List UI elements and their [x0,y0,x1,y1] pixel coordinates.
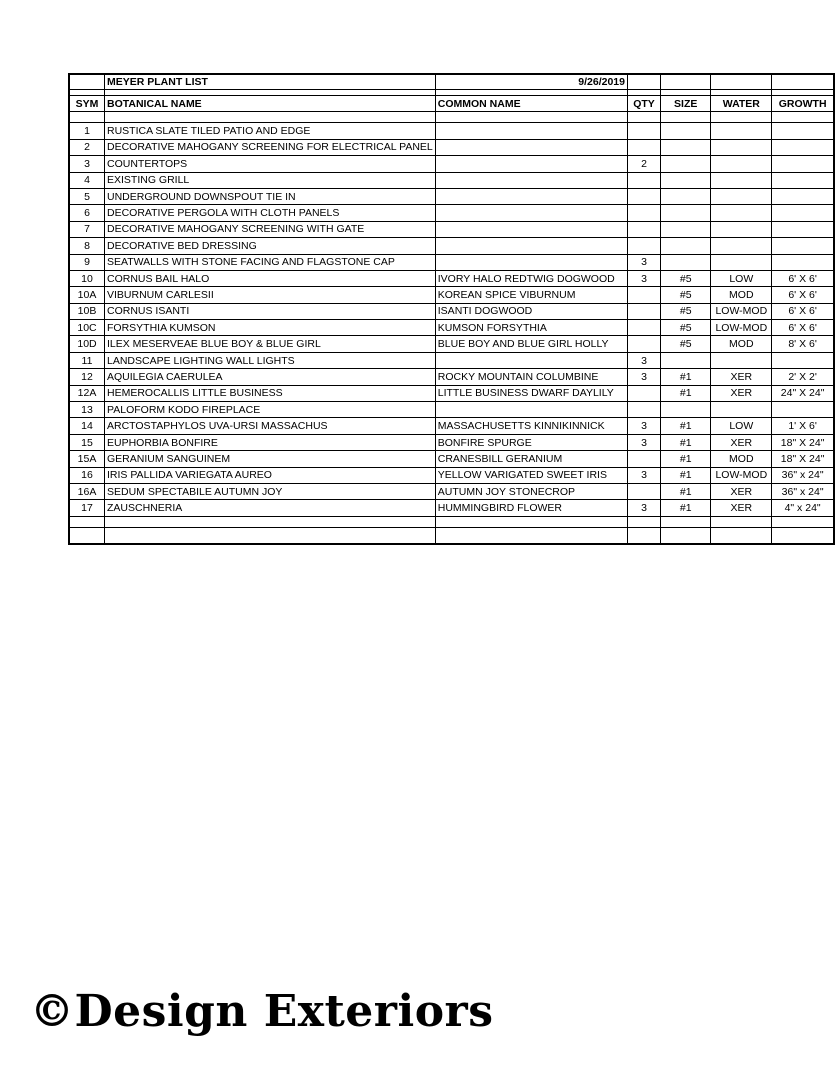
table-row [69,221,834,237]
cell-common [435,188,627,204]
cell-growth: 4" x 24" [772,500,834,516]
header-sym: SYM [69,96,105,112]
cell-water [711,238,772,254]
cell-sym: 3 [69,156,105,172]
title-row [69,74,834,90]
cell-botanical: EUPHORBIA BONFIRE [105,434,436,450]
cell-qty: 3 [627,369,660,385]
cell-botanical: ARCTOSTAPHYLOS UVA-URSI MASSACHUS [105,418,436,434]
cell-sym: 13 [69,402,105,418]
cell-qty: 3 [627,270,660,286]
cell-sym: 15 [69,434,105,450]
table-row [69,320,834,336]
cell-sym: 17 [69,500,105,516]
cell-botanical: ZAUSCHNERIA [105,500,436,516]
cell-size [661,156,711,172]
cell-growth [772,188,834,204]
cell-sym: 10A [69,287,105,303]
cell-size [661,172,711,188]
cell-water [711,402,772,418]
cell-water: MOD [711,287,772,303]
cell-sym: 10C [69,320,105,336]
cell-qty: 3 [627,434,660,450]
cell-size [661,238,711,254]
cell-qty: 3 [627,254,660,270]
cell-common [435,123,627,139]
cell-sym: 5 [69,188,105,204]
cell-water [711,254,772,270]
cell-common: BLUE BOY AND BLUE GIRL HOLLY [435,336,627,352]
cell-common [435,221,627,237]
header-growth: GROWTH [772,96,834,112]
copyright-brand: ©Design Exteriors [30,986,494,1037]
cell-size [661,254,711,270]
table-row [69,500,834,516]
cell-water [711,221,772,237]
cell-water: LOW [711,418,772,434]
cell-size [661,123,711,139]
table-row [69,402,834,418]
cell-qty: 2 [627,156,660,172]
cell-sym: 7 [69,221,105,237]
cell-common [435,402,627,418]
table-row [69,303,834,319]
cell-water: LOW [711,270,772,286]
table-row [69,205,834,221]
cell-water: XER [711,385,772,401]
table-row [69,418,834,434]
cell-growth [772,352,834,368]
cell-water: XER [711,434,772,450]
cell-common: YELLOW VARIGATED SWEET IRIS [435,467,627,483]
cell-qty [627,123,660,139]
empty-row [69,527,834,544]
cell-growth [772,156,834,172]
cell-botanical: COUNTERTOPS [105,156,436,172]
cell-size: #1 [661,434,711,450]
cell-qty: 3 [627,500,660,516]
cell-common [435,172,627,188]
cell-qty [627,483,660,499]
cell-botanical: DECORATIVE MAHOGANY SCREENING FOR ELECTRICAL PANEL [105,139,436,155]
cell-botanical: SEDUM SPECTABILE AUTUMN JOY [105,483,436,499]
cell-growth: 6' X 6' [772,270,834,286]
cell-size: #1 [661,500,711,516]
cell-qty [627,451,660,467]
cell-size: #1 [661,451,711,467]
cell-sym: 1 [69,123,105,139]
cell-botanical: DECORATIVE PERGOLA WITH CLOTH PANELS [105,205,436,221]
cell-sym: 11 [69,352,105,368]
cell-water [711,205,772,221]
cell-qty: 3 [627,418,660,434]
cell-size: #1 [661,467,711,483]
cell-botanical: LANDSCAPE LIGHTING WALL LIGHTS [105,352,436,368]
cell-growth [772,254,834,270]
spacer-row [69,112,834,123]
cell-common: HUMMINGBIRD FLOWER [435,500,627,516]
cell-botanical: VIBURNUM CARLESII [105,287,436,303]
cell-sym: 9 [69,254,105,270]
cell-growth: 1' X 6' [772,418,834,434]
cell-qty [627,139,660,155]
sheet-title: MEYER PLANT LIST [105,74,436,90]
table-row [69,123,834,139]
cell-common: BONFIRE SPURGE [435,434,627,450]
cell-size: #5 [661,320,711,336]
cell-size: #5 [661,303,711,319]
cell-common: ISANTI DOGWOOD [435,303,627,319]
cell-growth [772,139,834,155]
cell-size [661,402,711,418]
cell-botanical: IRIS PALLIDA VARIEGATA AUREO [105,467,436,483]
header-qty: QTY [627,96,660,112]
cell-botanical: EXISTING GRILL [105,172,436,188]
cell-growth [772,123,834,139]
cell-size: #1 [661,385,711,401]
cell-qty [627,385,660,401]
cell-growth: 18" X 24" [772,451,834,467]
cell-growth [772,205,834,221]
cell-water: XER [711,369,772,385]
cell-qty [627,188,660,204]
empty-row [69,516,834,527]
cell-common [435,139,627,155]
cell-sym: 10 [69,270,105,286]
cell-qty [627,287,660,303]
cell-water: MOD [711,336,772,352]
cell-water: LOW-MOD [711,320,772,336]
cell-botanical: ILEX MESERVEAE BLUE BOY & BLUE GIRL [105,336,436,352]
cell-common [435,156,627,172]
cell-botanical: GERANIUM SANGUINEM [105,451,436,467]
cell-botanical: FORSYTHIA KUMSON [105,320,436,336]
table-row [69,483,834,499]
cell-botanical: AQUILEGIA CAERULEA [105,369,436,385]
cell-growth [772,172,834,188]
cell-sym: 4 [69,172,105,188]
cell-common [435,238,627,254]
table-row [69,336,834,352]
cell-qty [627,205,660,221]
cell-size: #1 [661,369,711,385]
table-row [69,156,834,172]
cell-qty [627,336,660,352]
cell-common: AUTUMN JOY STONECROP [435,483,627,499]
cell-botanical: DECORATIVE MAHOGANY SCREENING WITH GATE [105,221,436,237]
cell-sym: 10B [69,303,105,319]
cell-size [661,188,711,204]
cell-botanical: UNDERGROUND DOWNSPOUT TIE IN [105,188,436,204]
table-row [69,434,834,450]
cell-water [711,123,772,139]
cell-size: #5 [661,270,711,286]
cell-water: LOW-MOD [711,303,772,319]
cell-sym: 12A [69,385,105,401]
cell-size [661,221,711,237]
cell-botanical: DECORATIVE BED DRESSING [105,238,436,254]
cell-growth: 6' X 6' [772,320,834,336]
cell-common: KUMSON FORSYTHIA [435,320,627,336]
cell-common: LITTLE BUSINESS DWARF DAYLILY [435,385,627,401]
table-row [69,451,834,467]
table-row [69,369,834,385]
cell-common: CRANESBILL GERANIUM [435,451,627,467]
cell-water [711,156,772,172]
cell-size: #1 [661,483,711,499]
cell-botanical: RUSTICA SLATE TILED PATIO AND EDGE [105,123,436,139]
cell-growth: 36" x 24" [772,467,834,483]
table-row [69,238,834,254]
cell-size: #1 [661,418,711,434]
cell-botanical: SEATWALLS WITH STONE FACING AND FLAGSTONE CAP [105,254,436,270]
cell-qty: 3 [627,352,660,368]
table-row [69,467,834,483]
cell-growth: 8' X 6' [772,336,834,352]
cell-qty [627,402,660,418]
header-water: WATER [711,96,772,112]
table-row [69,287,834,303]
header-common: COMMON NAME [435,96,627,112]
cell-size: #5 [661,287,711,303]
cell-common [435,254,627,270]
cell-qty [627,238,660,254]
table-row [69,188,834,204]
plant-list-table [68,73,835,545]
cell-botanical: CORNUS ISANTI [105,303,436,319]
cell-qty [627,172,660,188]
cell-water: XER [711,483,772,499]
cell-qty [627,303,660,319]
cell-sym: 12 [69,369,105,385]
table-row [69,139,834,155]
cell-growth: 24" X 24" [772,385,834,401]
cell-growth: 36" x 24" [772,483,834,499]
cell-common: MASSACHUSETTS KINNIKINNICK [435,418,627,434]
sheet-date: 9/26/2019 [435,74,627,90]
table-row [69,172,834,188]
cell-growth: 6' X 6' [772,287,834,303]
cell-size [661,139,711,155]
cell-sym: 14 [69,418,105,434]
cell-water [711,352,772,368]
cell-qty: 3 [627,467,660,483]
table-row [69,352,834,368]
cell-growth [772,221,834,237]
table-row [69,254,834,270]
cell-size [661,352,711,368]
header-botanical: BOTANICAL NAME [105,96,436,112]
cell-size: #5 [661,336,711,352]
cell-water [711,139,772,155]
cell-water: XER [711,500,772,516]
cell-qty [627,320,660,336]
cell-common: ROCKY MOUNTAIN COLUMBINE [435,369,627,385]
cell-common [435,205,627,221]
cell-water: LOW-MOD [711,467,772,483]
cell-common: KOREAN SPICE VIBURNUM [435,287,627,303]
cell-growth [772,238,834,254]
cell-qty [627,221,660,237]
cell-sym: 8 [69,238,105,254]
cell-common: IVORY HALO REDTWIG DOGWOOD [435,270,627,286]
cell-botanical: HEMEROCALLIS LITTLE BUSINESS [105,385,436,401]
cell-botanical: PALOFORM KODO FIREPLACE [105,402,436,418]
cell-size [661,205,711,221]
cell-sym: 16 [69,467,105,483]
cell-growth: 6' X 6' [772,303,834,319]
header-size: SIZE [661,96,711,112]
cell-water [711,188,772,204]
cell-sym: 2 [69,139,105,155]
table-row [69,270,834,286]
cell-water: MOD [711,451,772,467]
cell-growth [772,402,834,418]
table-row [69,385,834,401]
cell-sym: 15A [69,451,105,467]
cell-botanical: CORNUS BAIL HALO [105,270,436,286]
cell-sym: 10D [69,336,105,352]
header-row [69,96,834,112]
cell-common [435,352,627,368]
cell-growth: 2' X 2' [772,369,834,385]
cell-growth: 18" X 24" [772,434,834,450]
cell-sym: 16A [69,483,105,499]
cell-sym: 6 [69,205,105,221]
cell-water [711,172,772,188]
